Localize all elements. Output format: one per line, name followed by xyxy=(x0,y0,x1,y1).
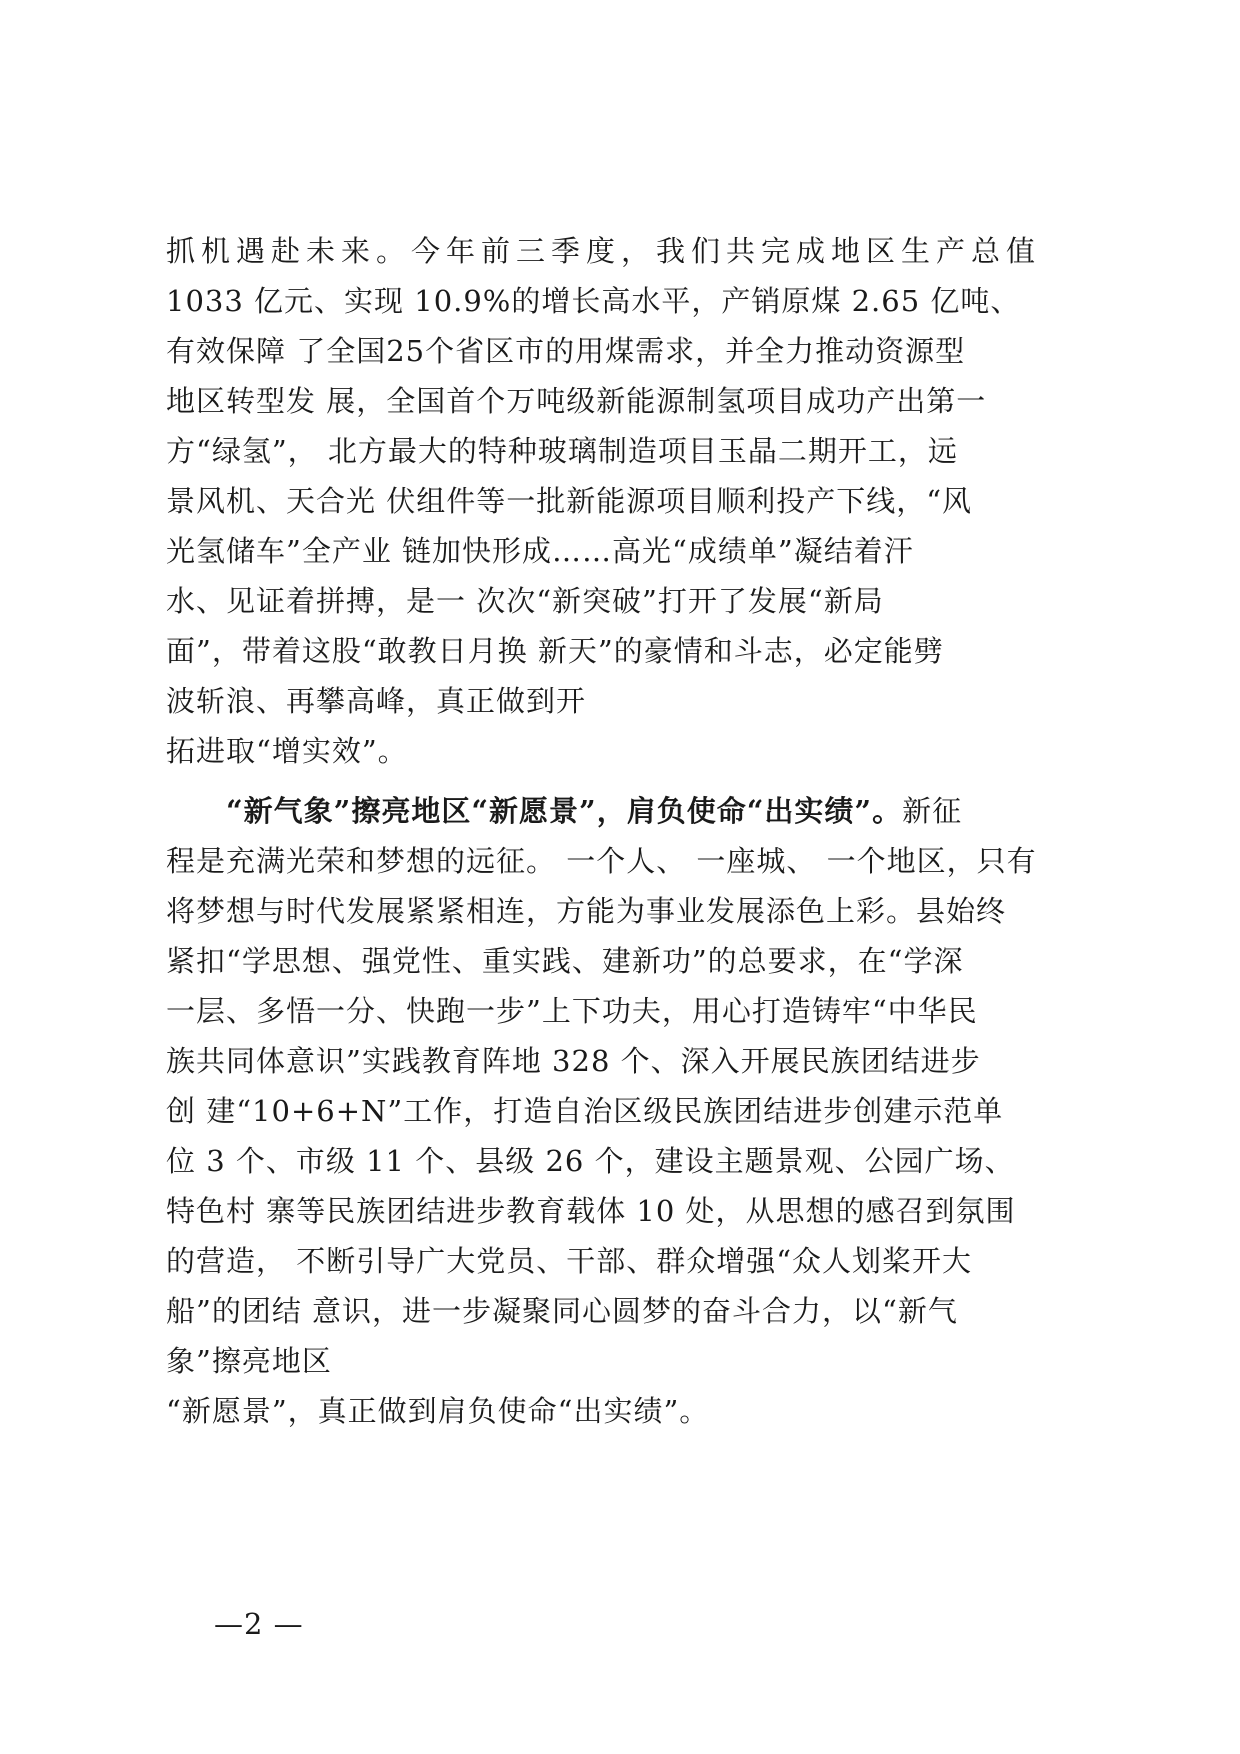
paragraph-line: 水、见证着拼搏，是一 次次“新突破”打开了发展“新局 xyxy=(166,584,884,618)
paragraph-line: 紧扣“学思想、强党性、重实践、建新功”的总要求，在“学深 xyxy=(166,944,964,978)
paragraph-first-line-tail: 新征 xyxy=(902,794,963,828)
paragraph-line: 族共同体意识”实践教育阵地 328 个、深入开展民族团结进步 xyxy=(166,1044,981,1078)
paragraph-line: 面”，带着这股“敢教日月换 新天”的豪情和斗志，必定能劈 xyxy=(166,634,944,668)
paragraph-line: 1033 亿元、实现 10.9%的增长高水平，产销原煤 2.65 亿吨、 xyxy=(166,284,1021,318)
paragraph-line: 船”的团结 意识，进一步凝聚同心圆梦的奋斗合力，以“新气 xyxy=(166,1294,958,1328)
paragraph-line: 位 3 个、市级 11 个、县级 26 个，建设主题景观、公园广场、 xyxy=(166,1144,1015,1178)
paragraph-1 xyxy=(166,226,1081,776)
paragraph-line: 地区转型发 展，全国首个万吨级新能源制氢项目成功产出第一 xyxy=(166,384,987,418)
paragraph-line: 抓机遇赴未来。今年前三季度，我们共完成地区生产总值 xyxy=(166,234,1042,268)
paragraph-first-line xyxy=(166,786,1081,836)
section-heading: “新气象”擦亮地区“新愿景”，肩负使命“出实绩”。 xyxy=(226,794,903,828)
paragraph-2 xyxy=(166,786,1081,1436)
paragraph-line: 特色村 寨等民族团结进步教育载体 10 处，从思想的感召到氛围 xyxy=(166,1194,1016,1228)
paragraph-line: 光氢储车”全产业 链加快形成……高光“成绩单”凝结着汗 xyxy=(166,534,914,568)
paragraph-line: 拓进取“增实效”。 xyxy=(166,734,408,768)
paragraph-line: “新愿景”，真正做到肩负使命“出实绩”。 xyxy=(166,1394,710,1428)
paragraph-line: 创 建“10+6+N”工作，打造自治区级民族团结进步创建示范单 xyxy=(166,1094,1004,1128)
page-number: —2 — xyxy=(214,1607,304,1641)
paragraph-line: 有效保障 了全国25个省区市的用煤需求，并全力推动资源型 xyxy=(166,334,966,368)
document-body xyxy=(166,226,1081,1436)
paragraph-line: 方“绿氢”， 北方最大的特种玻璃制造项目玉晶二期开工，远 xyxy=(166,434,958,468)
paragraph-line: 将梦想与时代发展紧紧相连，方能为事业发展添色上彩。县始终 xyxy=(166,894,1007,928)
paragraph-line: 程是充满光荣和梦想的远征。 一个人、 一座城、 一个地区，只有 xyxy=(166,844,1037,878)
paragraph-line: 象”擦亮地区 xyxy=(166,1344,332,1378)
paragraph-line: 一层、多悟一分、快跑一步”上下功夫，用心打造铸牢“中华民 xyxy=(166,994,978,1028)
paragraph-line: 景风机、天合光 伏组件等一批新能源项目顺利投产下线，“风 xyxy=(166,484,973,518)
paragraph-line: 波斩浪、再攀高峰，真正做到开 xyxy=(166,684,587,718)
paragraph-line: 的营造， 不断引导广大党员、干部、群众增强“众人划桨开大 xyxy=(166,1244,973,1278)
